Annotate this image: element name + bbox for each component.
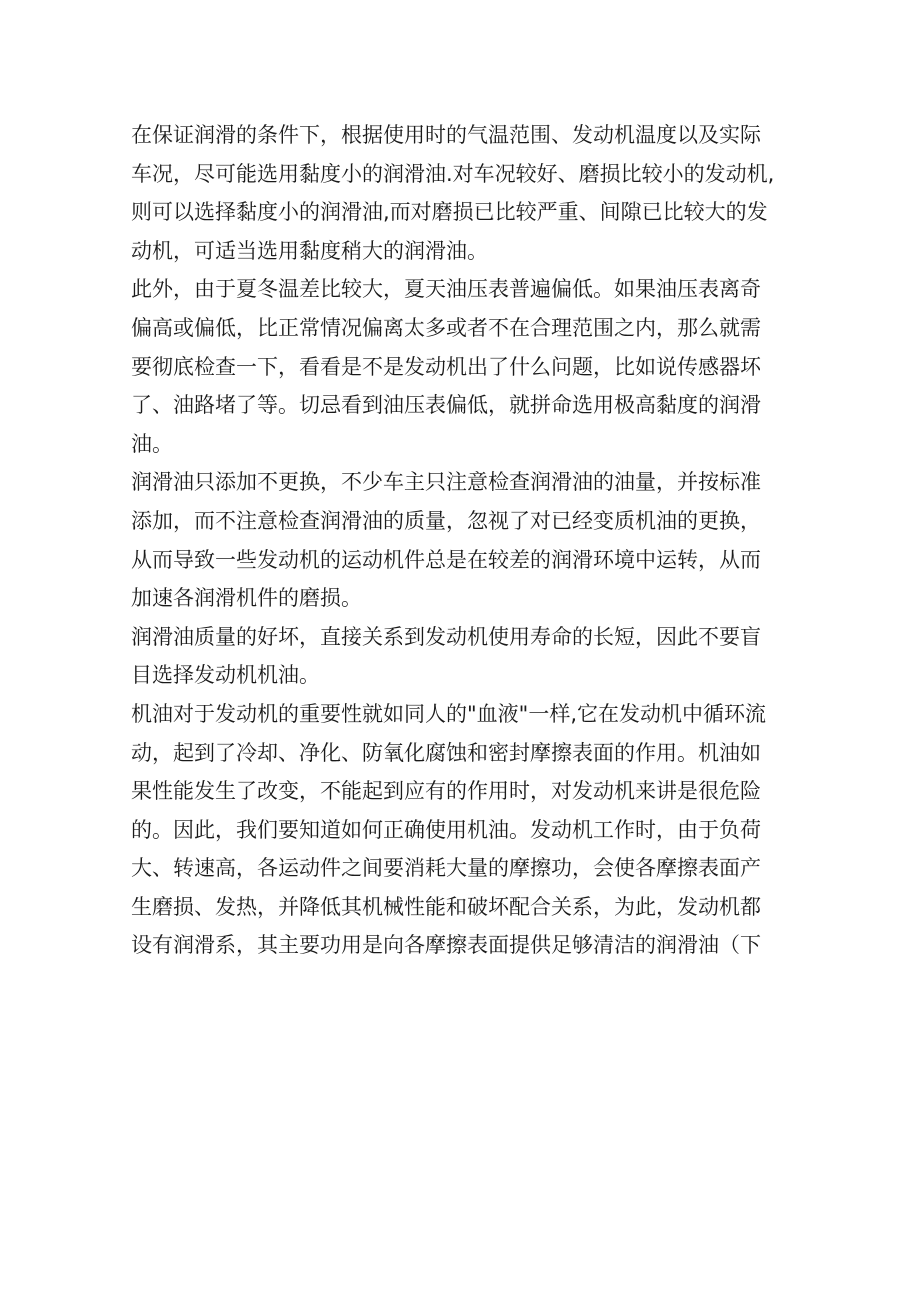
text-line: 则可以选择黏度小的润滑油,而对磨损已比较严重、间隙已比较大的发	[131, 200, 768, 225]
text-line: 添加，而不注意检查润滑油的质量，忽视了对已经变质机油的更换，	[131, 508, 761, 533]
text-line: 油。	[131, 431, 173, 456]
text-line: 大、转速高，各运动件之间要消耗大量的摩擦功，会使各摩擦表面产	[131, 856, 761, 881]
text-line: 此外，由于夏冬温差比较大，夏天油压表普遍偏低。如果油压表离奇	[131, 277, 761, 302]
text-line: 机油对于发动机的重要性就如同人的"血液"一样,它在发动机中循环流	[131, 701, 766, 726]
paragraph-oil-importance	[131, 695, 795, 965]
text-line: 动，起到了冷却、净化、防氧化腐蚀和密封摩擦表面的作用。机油如	[131, 740, 761, 765]
text-line: 润滑油质量的好坏，直接关系到发动机使用寿命的长短，因此不要盲	[131, 624, 761, 649]
text-line: 要彻底检查一下，看看是不是发动机出了什么问题，比如说传感器坏	[131, 354, 761, 379]
text-line: 加速各润滑机件的磨损。	[131, 586, 362, 611]
document-body	[131, 116, 795, 965]
text-line: 偏高或偏低，比正常情况偏离太多或者不在合理范围之内，那么就需	[131, 315, 761, 340]
paragraph-oil-pressure	[131, 270, 795, 463]
text-line: 车况，尽可能选用黏度小的润滑油.对车况较好、磨损比较小的发动机,	[131, 161, 775, 186]
text-line: 在保证润滑的条件下，根据使用时的气温范围、发动机温度以及实际	[131, 123, 761, 147]
text-line: 的。因此，我们要知道如何正确使用机油。发动机工作时，由于负荷	[131, 817, 761, 842]
text-line: 润滑油只添加不更换，不少车主只注意检查润滑油的油量，并按标准	[131, 470, 761, 495]
paragraph-oil-replacement	[131, 463, 795, 617]
text-line: 目选择发动机机油。	[131, 663, 320, 688]
text-line: 了、油路堵了等。切忌看到油压表偏低，就拼命选用极高黏度的润滑	[131, 393, 761, 418]
text-line: 设有润滑系，其主要功用是向各摩擦表面提供足够清洁的润滑油（下	[131, 933, 761, 958]
paragraph-lubrication-choice	[131, 116, 795, 270]
paragraph-oil-quality	[131, 618, 795, 695]
text-line: 动机，可适当选用黏度稍大的润滑油。	[131, 238, 488, 263]
text-line: 从而导致一些发动机的运动机件总是在较差的润滑环境中运转，从而	[131, 547, 761, 572]
text-line: 果性能发生了改变，不能起到应有的作用时，对发动机来讲是很危险	[131, 779, 761, 804]
text-line: 生磨损、发热，并降低其机械性能和破坏配合关系，为此，发动机都	[131, 894, 761, 919]
